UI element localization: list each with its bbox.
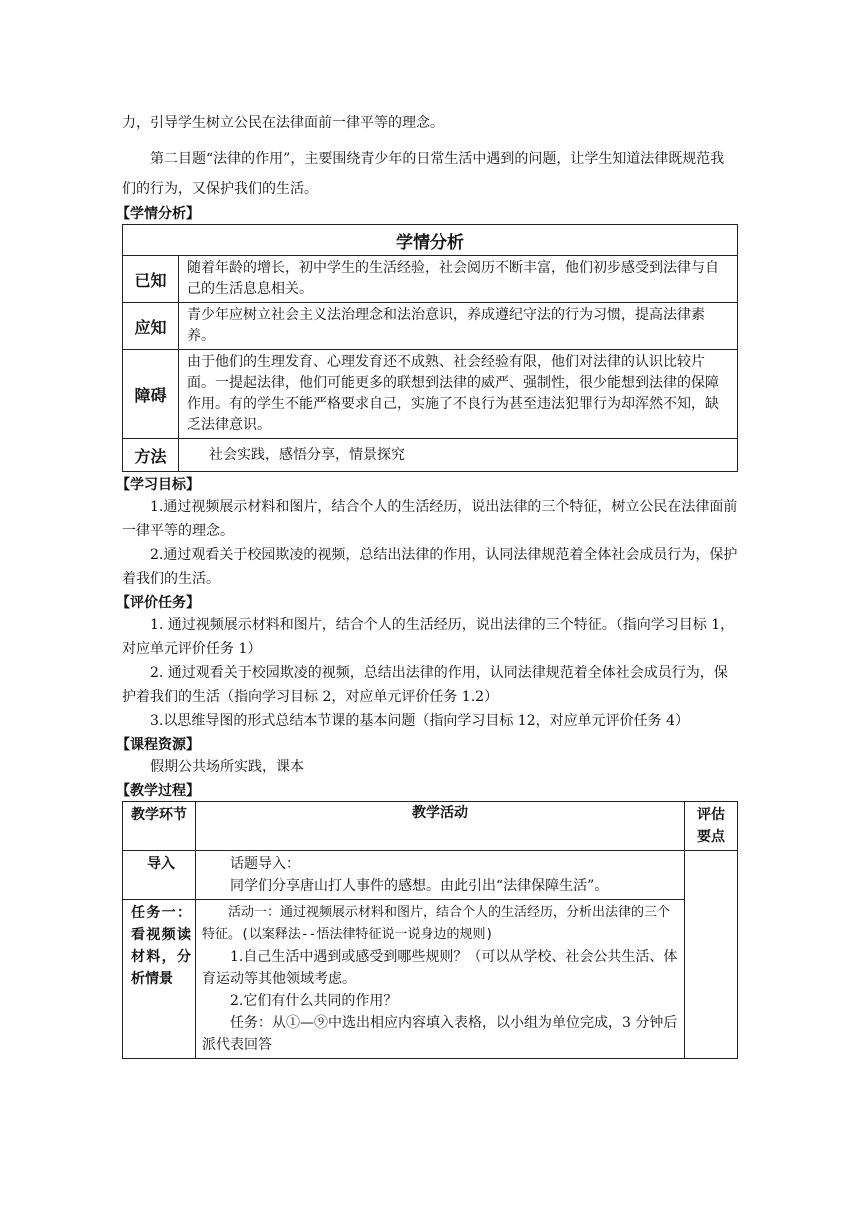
section-heading-resources: 【课程资源】 bbox=[116, 737, 200, 753]
evaluation-item: 2. 通过观看关于校园欺凌的视频，总结出法律的作用，认同法律规范着全体社会成员行为，保护着我们的生活（指向学习目标 2，对应单元评价任务 1.2） bbox=[122, 665, 728, 705]
intro-paragraph: 第二目题“法律的作用”，主要围绕青少年的日常生活中遇到的问题，让学生知道法律既规范我们的行为，又保护我们的生活。 bbox=[122, 151, 725, 197]
process-header-step: 教学环节 bbox=[123, 802, 196, 851]
analysis-label-obstacle: 障碍 bbox=[123, 350, 179, 439]
section-heading-evaluation: 【评价任务】 bbox=[116, 595, 200, 611]
analysis-label-should-know: 应知 bbox=[123, 303, 179, 350]
intro-line: 力，引导学生树立公民在法律面前一律平等的理念。 bbox=[122, 115, 444, 131]
section-heading-process: 【教学过程】 bbox=[116, 783, 200, 799]
document-page bbox=[116, 0, 738, 1059]
analysis-text-should-know: 青少年应树立社会主义法治理念和法治意识，养成遵纪守法的行为习惯，提高法律素养。 bbox=[179, 303, 738, 350]
analysis-label-known: 已知 bbox=[123, 256, 179, 303]
analysis-text-obstacle: 由于他们的生理发育、心理发育还不成熟、社会经验有限，他们对法律的认识比较片面。一提起法律，他们可能更多的联想到法律的威严、强制性，很少能想到法律的保障作用。有的学生不能严格要求自己，实施了不良行为甚至违法犯罪行为却浑然不知，缺乏法律意识。 bbox=[179, 350, 738, 439]
process-header-activity: 教学活动 bbox=[196, 802, 685, 851]
section-heading-analysis: 【学情分析】 bbox=[116, 206, 200, 222]
resources-text: 假期公共场所实践，课本 bbox=[150, 759, 304, 775]
objective-item: 2.通过观看关于校园欺凌的视频，总结出法律的作用，认同法律规范着全体社会成员行为，保护着我们的生活。 bbox=[122, 547, 738, 587]
analysis-table bbox=[122, 224, 738, 472]
process-step-intro: 导入 bbox=[123, 851, 196, 900]
activity-line: 任务：从①—⑨中选出相应内容填入表格，以小组为单位完成，3 分钟后派代表回答 bbox=[202, 1015, 678, 1053]
process-activity-intro bbox=[196, 851, 685, 900]
activity-line: 同学们分享唐山打人事件的感想。由此引出“法律保障生活”。 bbox=[230, 878, 609, 894]
section-heading-objectives: 【学习目标】 bbox=[116, 477, 200, 493]
analysis-text-known: 随着年龄的增长，初中学生的生活经验，社会阅历不断丰富，他们初步感受到法律与自己的生活息息相关。 bbox=[179, 256, 738, 303]
analysis-table-title: 学情分析 bbox=[123, 225, 738, 256]
activity-line: 1.自己生活中遇到或感受到哪些规则？（可以从学校、社会公共生活、体育运动等其他领域考虑。 bbox=[202, 949, 678, 987]
process-header-eval: 评估要点 bbox=[685, 802, 738, 851]
process-step-task1: 任务一：看视频读材料，分析情景 bbox=[123, 900, 196, 1059]
evaluation-item: 3.以思维导图的形式总结本节课的基本问题（指向学习目标 12，对应单元评价任务 4） bbox=[150, 713, 689, 729]
process-activity-task1 bbox=[196, 900, 685, 1059]
analysis-text-method: 社会实践，感悟分享，情景探究 bbox=[179, 439, 738, 472]
activity-line: 话题导入： bbox=[230, 856, 300, 872]
process-table bbox=[122, 801, 738, 1059]
objective-item: 1.通过视频展示材料和图片，结合个人的生活经历，说出法律的三个特征，树立公民在法律面前一律平等的理念。 bbox=[122, 499, 738, 539]
activity-line: 2.它们有什么共同的作用？ bbox=[230, 993, 398, 1009]
evaluation-item: 1. 通过视频展示材料和图片，结合个人的生活经历，说出法律的三个特征。（指向学习目标 1，对应单元评价任务 1） bbox=[122, 617, 735, 657]
process-eval-cell bbox=[685, 851, 738, 1059]
activity-line: 活动一：通过视频展示材料和图片，结合个人的生活经历，分析出法律的三个特征。(以案释法--悟法律特征说一说身边的规则) bbox=[202, 905, 671, 942]
analysis-label-method: 方法 bbox=[123, 439, 179, 472]
